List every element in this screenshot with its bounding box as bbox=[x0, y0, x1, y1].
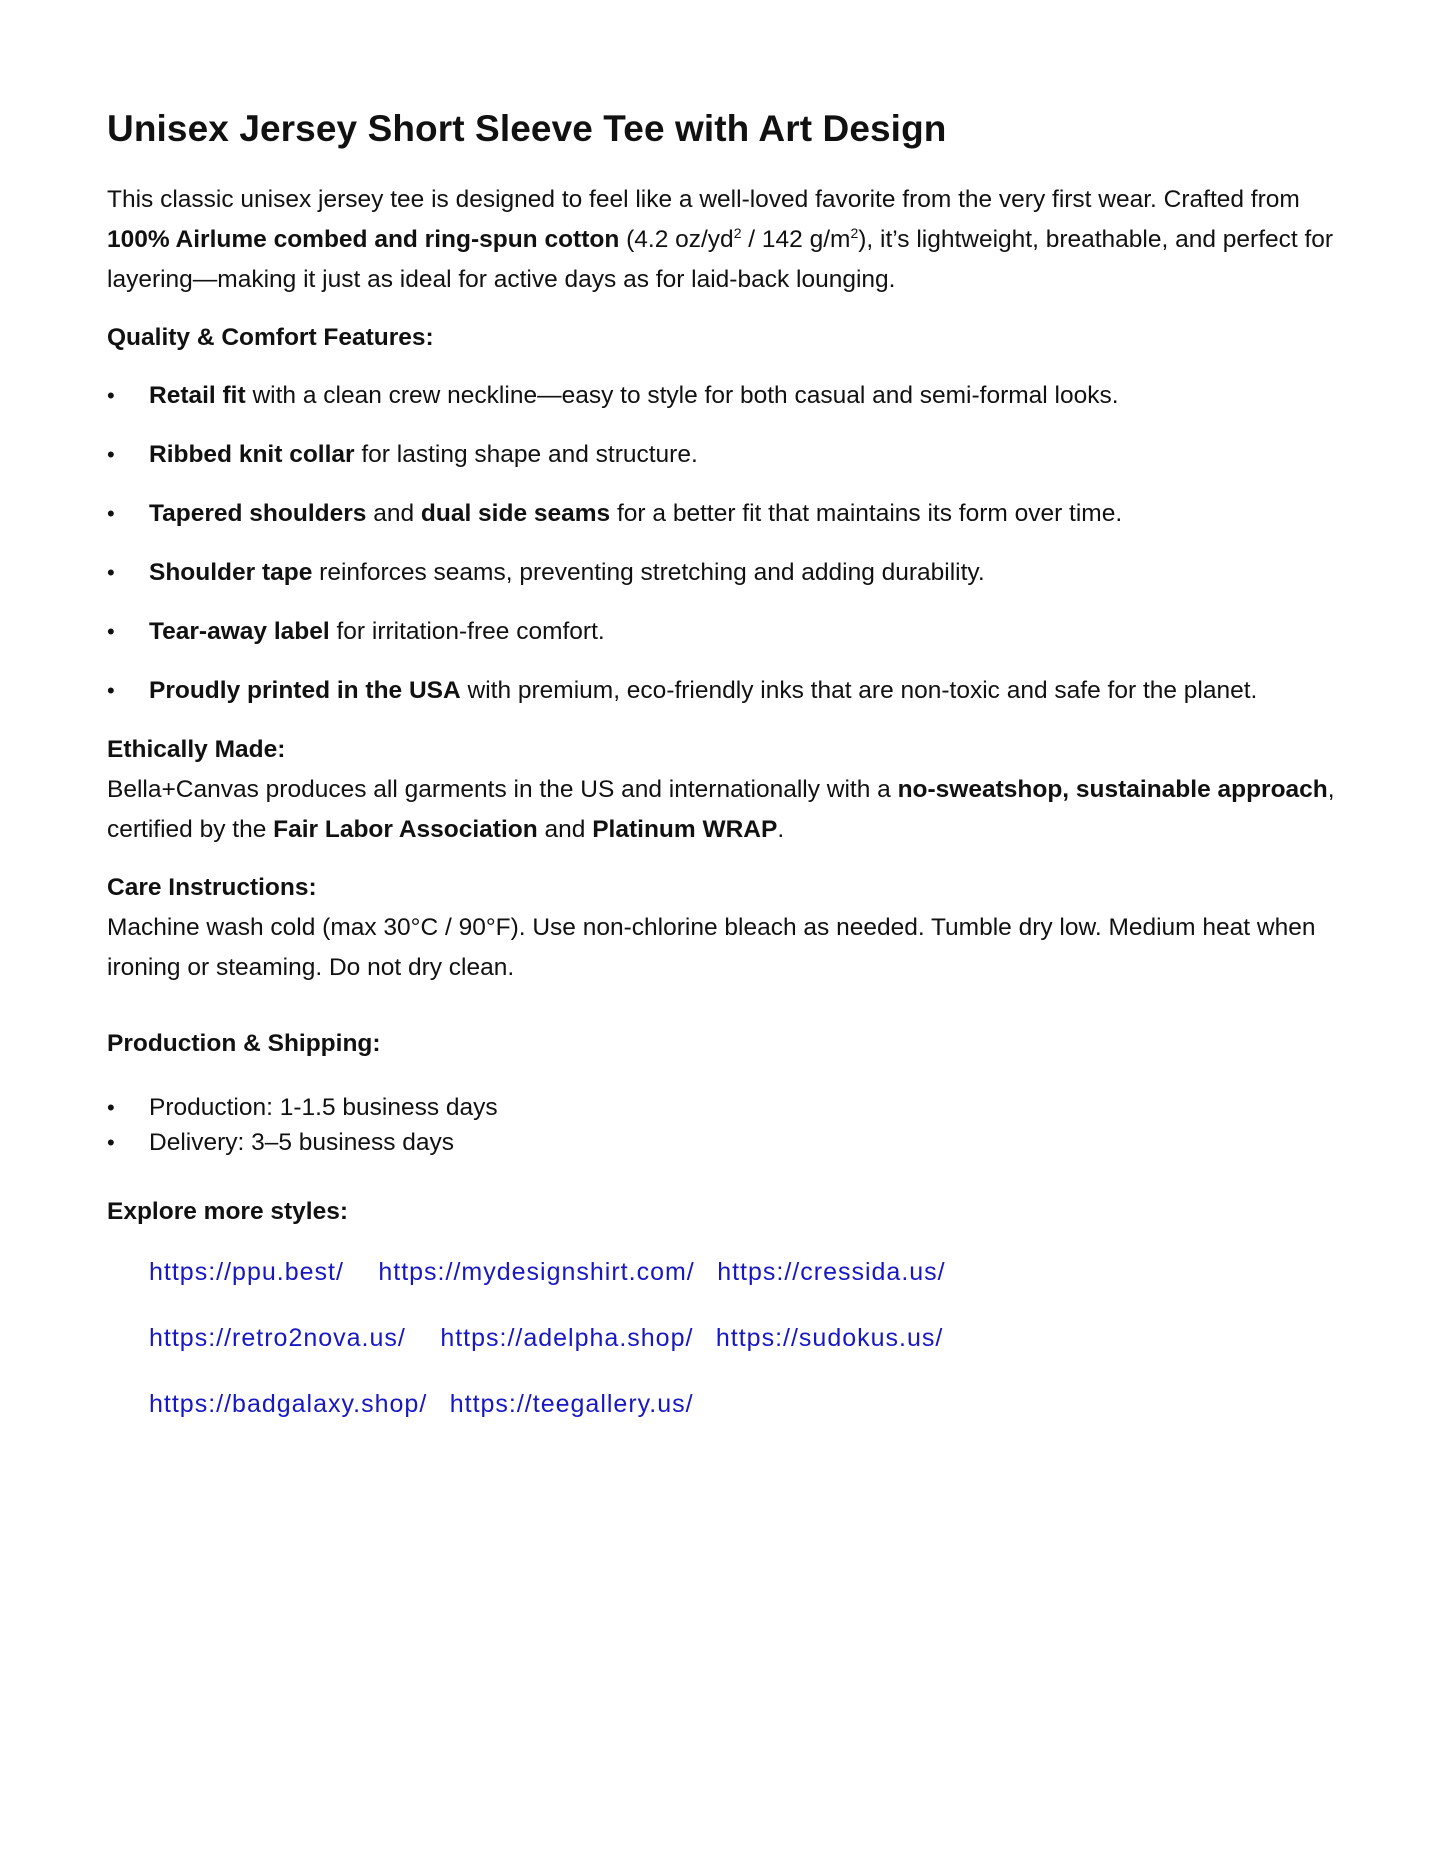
intro-text: ), it’s lightweight, breathable, and perfect for layering—making it just as ideal for active days as for laid-back lounging. bbox=[107, 226, 1334, 293]
link-row bbox=[149, 1390, 1347, 1456]
page-title: Unisex Jersey Short Sleeve Tee with Art Design bbox=[107, 108, 947, 149]
list-item bbox=[107, 612, 1347, 652]
explore-heading: Explore more styles: bbox=[107, 1198, 349, 1225]
link-sudokus[interactable]: https://sudokus.us/ bbox=[715, 1324, 944, 1352]
item-bold: Shoulder tape bbox=[149, 559, 313, 586]
ethics-bold: Fair Labor Association bbox=[273, 816, 538, 843]
link-mydesignshirt[interactable]: https://mydesignshirt.com/ bbox=[378, 1258, 695, 1286]
care-section bbox=[107, 868, 1347, 988]
item-bold: Proudly printed in the USA bbox=[149, 677, 461, 704]
intro-bold: 100% Airlume combed and ring-spun cotton bbox=[107, 226, 620, 253]
item-bold: Tapered shoulders bbox=[149, 500, 367, 527]
list-item bbox=[107, 494, 1347, 534]
item-text: and bbox=[366, 500, 421, 527]
link-badgalaxy[interactable]: https://badgalaxy.shop/ bbox=[149, 1390, 428, 1418]
link-retro2nova[interactable]: https://retro2nova.us/ bbox=[149, 1324, 406, 1352]
ethics-heading: Ethically Made: bbox=[107, 736, 286, 763]
document-page bbox=[107, 100, 1347, 1456]
item-bold: Retail fit bbox=[149, 382, 246, 409]
care-paragraph: Machine wash cold (max 30°C / 90°F). Use non-chlorine bleach as needed. Tumble dry low. Medium heat when ironing or steaming. Do not dry clean. bbox=[107, 914, 1316, 981]
ethics-text: and bbox=[537, 816, 593, 843]
item-text: reinforces seams, preventing stretching and adding durability. bbox=[312, 559, 985, 586]
item-text: for irritation-free comfort. bbox=[329, 618, 605, 645]
list-item bbox=[107, 435, 1347, 475]
style-links bbox=[149, 1258, 1347, 1456]
link-row bbox=[149, 1324, 1347, 1390]
shipping-list bbox=[107, 1090, 1347, 1160]
item-bold: Ribbed knit collar bbox=[149, 441, 355, 468]
ethics-paragraph bbox=[107, 770, 1347, 850]
list-item bbox=[107, 553, 1347, 593]
link-teegallery[interactable]: https://teegallery.us/ bbox=[449, 1390, 694, 1418]
intro-text: / 142 g/m bbox=[741, 226, 851, 253]
item-text: with premium, eco-friendly inks that are non-toxic and safe for the planet. bbox=[460, 677, 1258, 704]
list-item bbox=[107, 671, 1347, 711]
superscript: 2 bbox=[733, 224, 742, 241]
superscript: 2 bbox=[850, 224, 859, 241]
ethics-section bbox=[107, 730, 1347, 850]
intro-text: This classic unisex jersey tee is designed to feel like a well-loved favorite from the very first wear. Crafted from bbox=[107, 186, 1300, 213]
item-text: for a better fit that maintains its form over time. bbox=[610, 500, 1123, 527]
intro-paragraph bbox=[107, 180, 1347, 300]
link-adelpha[interactable]: https://adelpha.shop/ bbox=[440, 1324, 694, 1352]
item-text: for lasting shape and structure. bbox=[354, 441, 698, 468]
intro-text: (4.2 oz/yd bbox=[619, 226, 734, 253]
shipping-heading: Production & Shipping: bbox=[107, 1030, 381, 1057]
item-bold: dual side seams bbox=[420, 500, 611, 527]
list-item: • Production: 1-1.5 business days bbox=[107, 1090, 1347, 1125]
quality-heading: Quality & Comfort Features: bbox=[107, 324, 434, 351]
item-text: with a clean crew neckline—easy to style for both casual and semi-formal looks. bbox=[245, 382, 1119, 409]
ethics-text: Bella+Canvas produces all garments in the US and internationally with a bbox=[107, 776, 898, 803]
ethics-bold: no-sweatshop, sustainable approach bbox=[897, 776, 1328, 803]
list-item bbox=[107, 376, 1347, 416]
quality-features-list bbox=[107, 376, 1347, 711]
item-bold: Tear-away label bbox=[149, 618, 330, 645]
care-heading: Care Instructions: bbox=[107, 874, 317, 901]
list-item: • Delivery: 3–5 business days bbox=[107, 1125, 1347, 1160]
link-row bbox=[149, 1258, 1347, 1324]
link-cressida[interactable]: https://cressida.us/ bbox=[717, 1258, 946, 1286]
ethics-bold: Platinum WRAP bbox=[592, 816, 778, 843]
ethics-text: . bbox=[777, 816, 785, 843]
ethics-text: , certified by the bbox=[107, 776, 1335, 843]
link-ppu-best[interactable]: https://ppu.best/ bbox=[149, 1258, 344, 1286]
